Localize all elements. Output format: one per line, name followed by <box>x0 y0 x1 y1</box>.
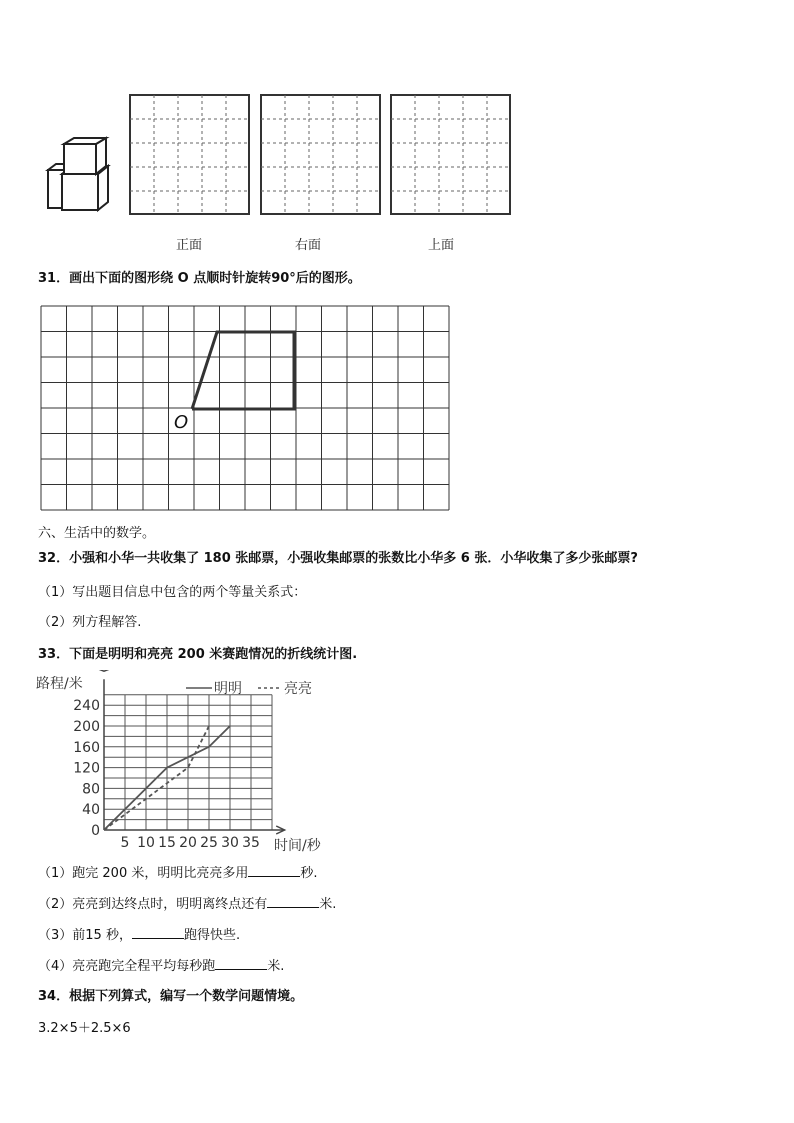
answer-blank-4[interactable] <box>215 957 267 970</box>
y-tick-label: 200 <box>73 719 100 735</box>
answer-blank-1[interactable] <box>248 864 300 877</box>
point-o-label: O <box>174 412 189 433</box>
top-view-grid <box>390 94 512 215</box>
x-tick-label: 10 <box>137 835 155 851</box>
y-axis-label: 路程/米 <box>36 676 83 692</box>
section-6-title: 六、生活中的数学。 <box>38 526 156 541</box>
question-33: 33．下面是明明和亮亮 200 米赛跑情况的折线统计图. <box>38 647 358 662</box>
y-tick-label: 120 <box>73 760 100 777</box>
question-32: 32．小强和小华一共收集了 180 张邮票，小强收集邮票的张数比小华多 6 张．小华收集了多少张邮票? <box>38 551 638 566</box>
x-tick-label: 35 <box>242 835 260 851</box>
front-view-grid <box>129 94 251 215</box>
x-tick-label: 25 <box>200 835 218 851</box>
front-view-label: 正面 <box>176 238 203 253</box>
y-tick-label: 240 <box>73 698 100 715</box>
question-33-sub4: （4）亮亮跑完全程平均每秒跑 米. <box>38 959 285 974</box>
y-tick-label: 0 <box>91 823 100 839</box>
legend-mingming: 明明 <box>214 681 242 697</box>
right-view-label: 右面 <box>295 238 322 253</box>
question-32-part2: （2）列方程解答. <box>38 615 142 630</box>
x-axis-label: 时间/秒 <box>274 838 321 854</box>
answer-blank-2[interactable] <box>267 895 319 908</box>
rotation-grid <box>40 305 450 515</box>
x-tick-label: 15 <box>158 835 176 851</box>
top-view-label: 上面 <box>428 238 455 253</box>
y-axis-arrow <box>96 670 113 671</box>
legend-liangliang: 亮亮 <box>284 681 312 697</box>
question-31: 31．画出下面的图形绕 O 点顺时针旋转90°后的图形。 <box>38 271 361 286</box>
y-tick-label: 80 <box>82 781 100 798</box>
formula: 3.2×5＋2.5×6 <box>38 1021 131 1036</box>
line-chart <box>36 670 346 860</box>
x-tick-label: 30 <box>221 835 239 851</box>
answer-blank-3[interactable] <box>132 926 184 939</box>
trapezoid-shape <box>192 332 294 409</box>
cube-stack-figure <box>40 136 120 216</box>
y-tick-label: 40 <box>82 802 100 819</box>
x-tick-label: 5 <box>120 835 130 851</box>
question-33-sub3: （3）前15 秒， 跑得快些. <box>38 928 241 943</box>
question-34: 34．根据下列算式，编写一个数学问题情境。 <box>38 989 304 1004</box>
x-tick-label: 20 <box>179 835 197 851</box>
question-33-sub2: （2）亮亮到达终点时，明明离终点还有 米. <box>38 897 337 912</box>
question-33-sub1: （1）跑完 200 米，明明比亮亮多用 秒. <box>38 866 318 881</box>
right-view-grid <box>260 94 382 215</box>
question-32-part1: （1）写出题目信息中包含的两个等量关系式： <box>38 585 307 600</box>
y-tick-label: 160 <box>73 739 100 756</box>
